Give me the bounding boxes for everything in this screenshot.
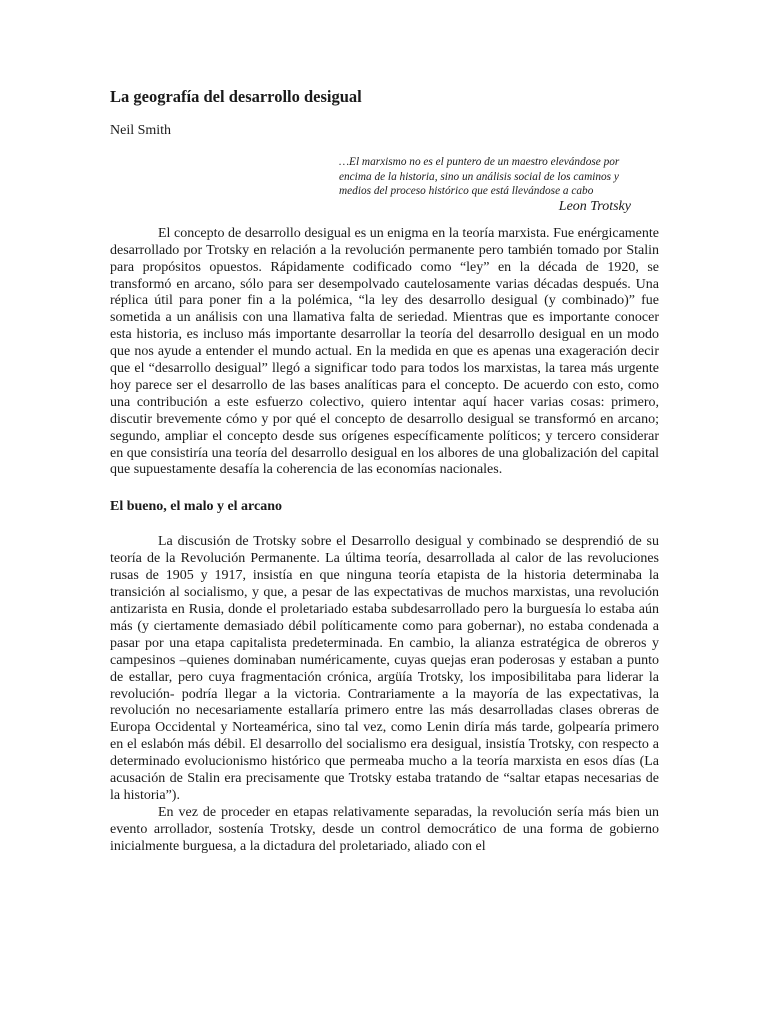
epigraph bbox=[339, 155, 631, 216]
epigraph-attribution: Leon Trotsky bbox=[558, 198, 631, 214]
body-paragraph-2: La discusión de Trotsky sobre el Desarrollo desigual y combinado se desprendió de su teoría de la Revolución Permanente. La última teoría, desarrollada al calor de las revoluciones rusas de 1905 y 1917, insistía en que ninguna teoría etapista de la historia determinaba la transición al socialismo, y que, a pesar de las expectativas de muchos marxistas, una revolución antizarista en Rusia, donde el proletariado estaba subdesarrollado pero la burguesía lo estaba aún más (y ciertamente demasiado débil políticamente como para gobernar), no estaba condenada a pasar por una etapa capitalista predeterminada. En cambio, la alianza estratégica de obreros y campesinos –quienes dominaban numéricamente, cuyas quejas eran poderosas y estaban a punto de estallar, pero cuya fragmentación crónica, argüía Trotsky, los imposibilitaba para liderar la revolución- podría llegar a la victoria. Contrariamente a la mayoría de las expectativas, la revolución no necesariamente estallaría primero entre las más desarrolladas clases obreras de Europa Occidental y Norteamérica, sino tal vez, como Lenin diría más tarde, golpearía primero en el eslabón más débil. El desarrollo del socialismo era desigual, insistía Trotsky, con respecto a determinado evolucionismo histórico que permeaba mucho a la teoría marxista en esos días (La acusación de Stalin era precisamente que Trotsky estaba tratando de “saltar etapas necesarias de la historia”). bbox=[110, 534, 659, 803]
body-paragraph-3: En vez de proceder en etapas relativamente separadas, la revolución sería más bien un evento arrollador, sostenía Trotsky, desde un control democrático de una forma de gobierno inicialmente burguesa, a la dictadura del proletariado, aliado con el bbox=[110, 804, 659, 854]
body-paragraph-1: El concepto de desarrollo desigual es un enigma en la teoría marxista. Fue enérgicamente desarrollado por Trotsky en relación a la revolución permanente pero también tomado por Stalin para propósitos opuestos. Rápidamente codificado como “ley” en la década de 1920, se transformó en arcano, sólo para ser desempolvado cautelosamente varias décadas después. Una réplica útil para poner fin a la polémica, “la ley des desarrollo desigual (y combinado)” fue sometida a un análisis con una llamativa falta de seriedad. Mientras que es importante conocer esta historia, es incluso más importante desarrollar la teoría del desarrollo desigual en un modo que nos ayude a entender el mundo actual. En la medida en que es apenas una exageración decir que el “desarrollo desigual” llegó a significar todo para todos los marxistas, la tarea más urgente hoy parece ser el desarrollo de las bases analíticas para el concepto. De acuerdo con esto, como una contribución a este esfuerzo colectivo, quiero intentar aquí hacer varias cosas: primero, discutir brevemente cómo y por qué el concepto de desarrollo desigual se transformó en arcano; segundo, ampliar el concepto desde sus orígenes específicamente políticos; y tercero considerar en que consistiría una teoría del desarrollo desigual en los albores de una globalización del capital que supuestamente desafía la coherencia de las economías nacionales. bbox=[110, 225, 659, 478]
section-heading: El bueno, el malo y el arcano bbox=[110, 499, 283, 515]
document-author: Neil Smith bbox=[110, 123, 172, 138]
document-page bbox=[110, 86, 659, 856]
document-title: La geografía del desarrollo desigual bbox=[110, 87, 362, 106]
epigraph-text: …El marxismo no es el puntero de un maestro elevándose por encima de la historia, sino un análisis social de los caminos y medios del proceso histórico que está llevándose a cabo bbox=[339, 156, 620, 198]
